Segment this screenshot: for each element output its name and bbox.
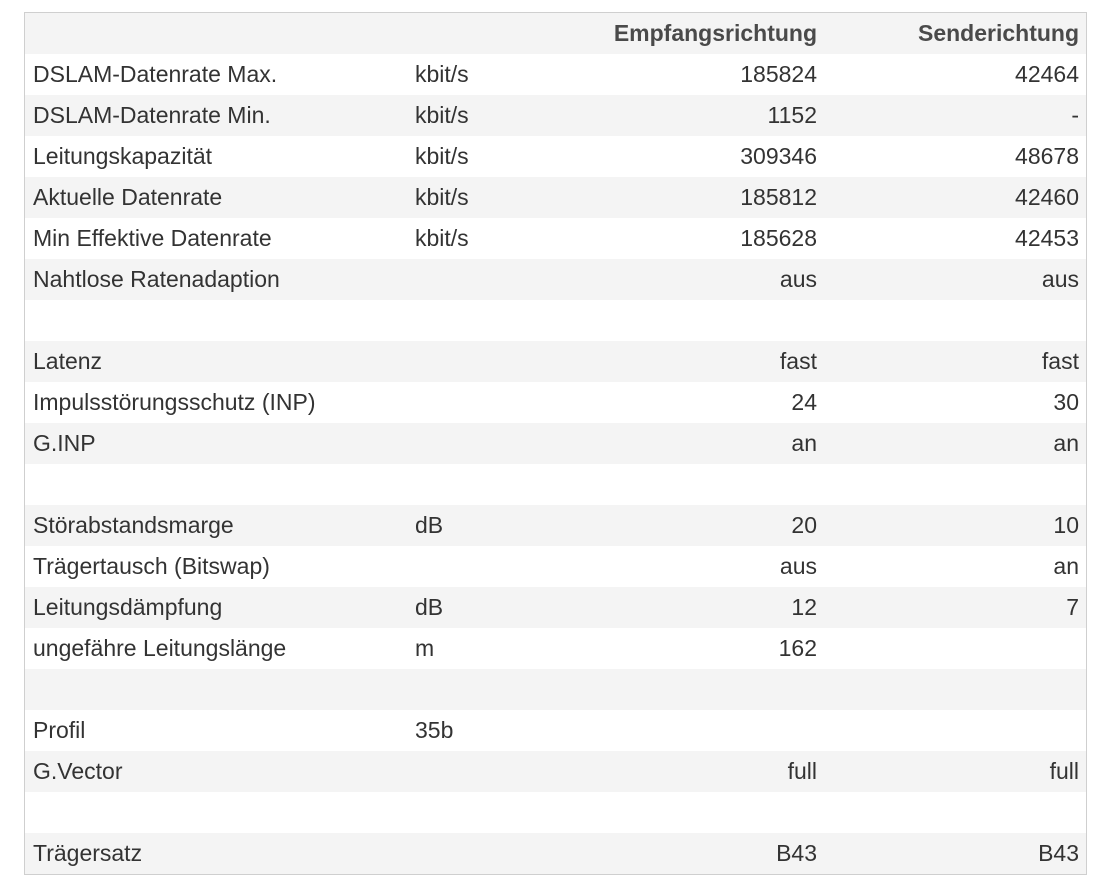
row-label [25,669,407,710]
row-send-value [824,464,1086,505]
row-unit: kbit/s [415,225,469,251]
row-unit [407,546,605,587]
row-label: ungefähre Leitungslänge [33,635,287,661]
row-label: Impulsstörungsschutz (INP) [33,389,316,415]
row-label [25,792,407,833]
row-send-value: 30 [1053,389,1079,415]
row-receive-value [605,300,824,341]
row-unit [407,341,605,382]
row-label: DSLAM-Datenrate Min. [33,102,271,128]
row-unit [407,792,605,833]
row-send-value [824,792,1086,833]
row-receive-value [605,669,824,710]
row-send-value: B43 [1038,840,1079,866]
row-send-value: 7 [1066,594,1079,620]
row-unit [407,669,605,710]
table-row-spacer [25,300,1086,341]
row-label: Nahtlose Ratenadaption [33,266,280,292]
row-label: DSLAM-Datenrate Max. [33,61,278,87]
table-row [25,95,1086,136]
row-receive-value [605,464,824,505]
row-unit: dB [415,594,444,620]
row-unit [407,300,605,341]
table-row [25,382,1086,423]
row-send-value: aus [1041,266,1079,292]
row-send-value [824,669,1086,710]
row-label [25,464,407,505]
row-unit [407,382,605,423]
table-row [25,505,1086,546]
row-receive-value: full [787,758,817,784]
row-send-value [824,628,1086,669]
row-send-value: 10 [1053,512,1079,538]
header-label-cell [25,13,407,54]
table-row [25,177,1086,218]
row-unit [407,751,605,792]
table-row [25,341,1086,382]
dsl-info-table-container [24,12,1087,875]
row-label [25,300,407,341]
row-label: Trägertausch (Bitswap) [33,553,270,579]
row-send-value: fast [1041,348,1079,374]
table-row-spacer [25,669,1086,710]
row-receive-value: 1152 [767,102,817,128]
table-row [25,587,1086,628]
row-receive-value: aus [779,266,817,292]
table-row [25,628,1086,669]
row-receive-value [605,792,824,833]
row-label: Leitungsdämpfung [33,594,223,620]
row-unit: kbit/s [415,184,469,210]
row-send-value: - [1071,102,1079,128]
row-receive-value: aus [779,553,817,579]
row-send-value [824,300,1086,341]
row-unit: kbit/s [415,102,469,128]
table-row [25,218,1086,259]
row-unit [407,833,605,874]
row-unit: kbit/s [415,143,469,169]
table-row [25,546,1086,587]
row-receive-value: B43 [776,840,817,866]
row-label: Aktuelle Datenrate [33,184,223,210]
row-unit: kbit/s [415,61,469,87]
row-unit: 35b [415,717,454,743]
table-header-row [25,13,1086,54]
row-send-value: 42460 [1015,184,1079,210]
table-row [25,833,1086,874]
row-receive-value: 185812 [740,184,817,210]
row-unit [407,464,605,505]
table-row [25,423,1086,464]
row-receive-value: 12 [791,594,817,620]
row-label: Leitungskapazität [33,143,213,169]
row-receive-value: 20 [791,512,817,538]
row-send-value: an [1053,430,1079,456]
row-label: Min Effektive Datenrate [33,225,272,251]
table-row [25,710,1086,751]
header-receive-direction: Empfangsrichtung [613,20,817,46]
table-row [25,54,1086,95]
row-label: Profil [33,717,86,743]
row-send-value: 48678 [1015,143,1079,169]
row-unit [407,259,605,300]
row-receive-value: 185824 [740,61,817,87]
header-unit-cell [407,13,605,54]
row-send-value: 42464 [1015,61,1079,87]
row-receive-value: an [791,430,817,456]
table-row [25,259,1086,300]
row-unit: m [415,635,435,661]
row-send-value: an [1053,553,1079,579]
table-row [25,136,1086,177]
table-body [25,54,1086,874]
row-send-value: full [1049,758,1079,784]
row-unit [407,423,605,464]
row-receive-value: 309346 [740,143,817,169]
table-row-spacer [25,792,1086,833]
row-receive-value: 24 [791,389,817,415]
row-send-value: 42453 [1015,225,1079,251]
row-label: Störabstandsmarge [33,512,234,538]
row-receive-value [605,710,824,751]
row-label: G.INP [33,430,96,456]
row-receive-value: 185628 [740,225,817,251]
row-receive-value: 162 [778,635,817,661]
row-label: G.Vector [33,758,123,784]
row-send-value [824,710,1086,751]
table-row-spacer [25,464,1086,505]
row-label: Latenz [33,348,103,374]
header-send-direction: Senderichtung [917,20,1079,46]
row-receive-value: fast [779,348,817,374]
row-label: Trägersatz [33,840,143,866]
row-unit: dB [415,512,444,538]
dsl-info-table [25,13,1086,874]
table-row [25,751,1086,792]
